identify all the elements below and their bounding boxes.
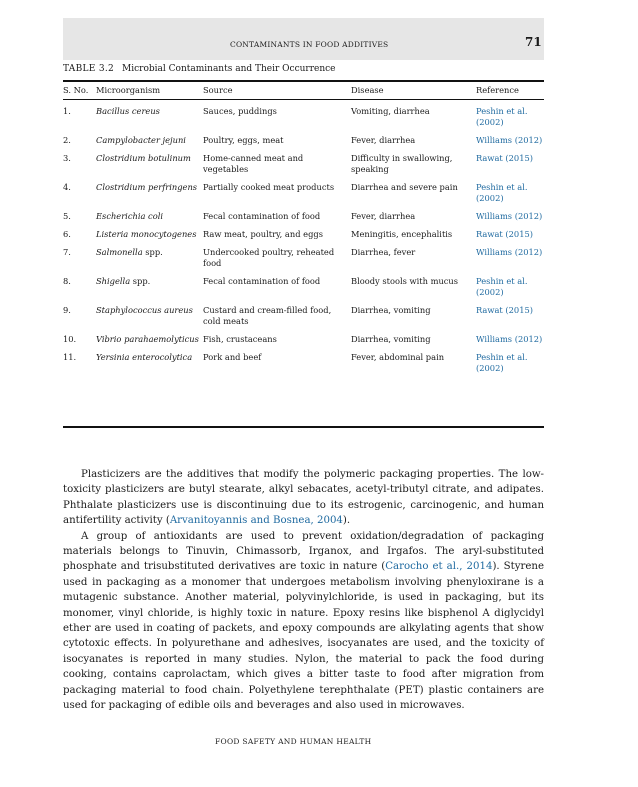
column-header-source: Source <box>203 84 233 95</box>
organism-suffix: spp. <box>142 247 163 257</box>
organism-name: Escherichia coli <box>96 211 164 221</box>
organism-name: Listeria monocytogenes <box>96 229 197 239</box>
cell-disease: Fever, diarrhea <box>351 211 416 221</box>
table-row <box>63 128 544 146</box>
organism-name: Clostridium perfringens <box>96 182 198 192</box>
table-row <box>63 345 544 374</box>
cell-microorganism <box>96 222 203 240</box>
cell-source: Poultry, eggs, meat <box>203 135 284 145</box>
organism-name: Clostridium botulinum <box>96 153 191 163</box>
cell-sno: 4. <box>63 182 71 192</box>
cell-reference[interactable]: Rawat (2015) <box>476 305 533 315</box>
table-bottom-rule <box>63 426 544 428</box>
cell-reference[interactable]: Rawat (2015) <box>476 153 533 163</box>
cell-sno: 11. <box>63 352 77 362</box>
organism-name: Bacillus cereus <box>96 106 160 116</box>
table-label: TABLE 3.2 <box>63 64 115 74</box>
cell-disease: Meningitis, encephalitis <box>351 229 453 239</box>
running-footer: FOOD SAFETY AND HUMAN HEALTH <box>215 737 372 746</box>
cell-reference[interactable]: Rawat (2015) <box>476 229 533 239</box>
organism-name: Salmonella <box>96 247 143 257</box>
cell-sno: 7. <box>63 247 71 257</box>
cell-disease: Diarrhea, fever <box>351 247 416 257</box>
cell-sno: 9. <box>63 305 71 315</box>
column-header-microorganism: Microorganism <box>96 84 161 95</box>
running-header-title: CONTAMINANTS IN FOOD ADDITIVES <box>230 40 389 49</box>
table-row <box>63 175 544 204</box>
organism-suffix: spp. <box>130 276 151 286</box>
cell-microorganism <box>96 345 203 374</box>
paragraph-plasticizers: Plasticizers are the additives that modify the polymeric packaging properties. The low-toxicity plasticizers are butyl stearate, alkyl sebacates, acetyl-tributyl citrate, and adipates. Phthalate plasticizers use is discontinuing due to its estrogenic, carcinogenic, and human antifertility activity (Arvanitoyannis and Bosnea, 2004). <box>63 469 544 527</box>
cell-disease: Diarrhea, vomiting <box>351 305 431 315</box>
cell-disease: Bloody stools with mucus <box>351 276 459 286</box>
cell-disease: Difficulty in swallowing, speaking <box>351 153 453 174</box>
table-row <box>63 99 544 128</box>
cell-source: Fish, crustaceans <box>203 334 277 344</box>
organism-name: Yersinia enterocolytica <box>96 352 193 362</box>
cell-microorganism <box>96 175 203 204</box>
table-row <box>63 269 544 298</box>
cell-sno: 8. <box>63 276 71 286</box>
cell-source: Undercooked poultry, reheated food <box>203 247 335 268</box>
table-row <box>63 327 544 345</box>
column-header-reference: Reference <box>476 84 519 95</box>
table-body <box>63 99 544 374</box>
microbial-contaminants-table <box>63 81 544 374</box>
page-number: 71 <box>525 35 542 49</box>
table-header-row <box>63 81 544 99</box>
cell-source: Fecal contamination of food <box>203 276 321 286</box>
cell-microorganism <box>96 240 203 269</box>
cell-microorganism <box>96 99 203 128</box>
cell-source: Fecal contamination of food <box>203 211 321 221</box>
cell-source: Sauces, puddings <box>203 106 277 116</box>
cell-microorganism <box>96 269 203 298</box>
table-row <box>63 222 544 240</box>
cell-microorganism <box>96 146 203 175</box>
cell-microorganism <box>96 298 203 327</box>
cell-reference[interactable]: Williams (2012) <box>476 211 543 221</box>
organism-name: Shigella <box>96 276 131 286</box>
cell-sno: 6. <box>63 229 71 239</box>
cell-source: Home-canned meat and vegetables <box>203 153 304 174</box>
header-band <box>63 18 544 60</box>
cell-source: Custard and cream-filled food, cold meats <box>203 305 332 326</box>
table-row <box>63 298 544 327</box>
cell-microorganism <box>96 327 203 345</box>
cell-sno: 5. <box>63 211 71 221</box>
cell-microorganism <box>96 128 203 146</box>
body-text <box>63 467 544 714</box>
organism-name: Staphylococcus aureus <box>96 305 193 315</box>
cell-disease: Diarrhea, vomiting <box>351 334 431 344</box>
cell-reference[interactable]: Peshin et al. (2002) <box>476 352 528 373</box>
table-row <box>63 240 544 269</box>
cell-disease: Diarrhea and severe pain <box>351 182 458 192</box>
table-row <box>63 204 544 222</box>
table-caption <box>63 64 336 74</box>
cell-reference[interactable]: Peshin et al. (2002) <box>476 276 528 297</box>
cell-disease: Fever, abdominal pain <box>351 352 445 362</box>
cell-sno: 10. <box>63 334 77 344</box>
cell-reference[interactable]: Peshin et al. (2002) <box>476 182 528 203</box>
cell-sno: 2. <box>63 135 71 145</box>
citation-link[interactable]: Arvanitoyannis and Bosnea, 2004 <box>169 515 343 527</box>
cell-sno: 1. <box>63 106 71 116</box>
cell-reference[interactable]: Williams (2012) <box>476 135 543 145</box>
cell-source: Partially cooked meat products <box>203 182 335 192</box>
paragraph-antioxidants: A group of antioxidants are used to prevent oxidation/degradation of packaging materials belongs to Tinuvin, Chimassorb, Irganox, and Irgafos. The aryl-substituted phosphate and trisubstituted derivatives are toxic in nature (Carocho et al., 2014). Styrene used in packaging as a monomer that undergoes metabolism involving phenyloxirane is a mutagenic substance. Another material, polyvinylchloride, is used in packaging, but its monomer, vinyl chloride, is highly toxic in nature. Epoxy resins like bisphenol A diglycidyl ether are used in coating of packets, and epoxy compounds are alkylating agents that show cytotoxic effects. In polyurethane and adhesives, isocyanates are used, and the toxicity of isocyanates is reported in many studies. Nylon, the material to pack the food during cooking, contains caprolactam, which gives a bitter taste to food after migration from packaging material to food chain. Polyethylene terephthalate (PET) plastic containers are used for packaging of edible oils and beverages and also used in microwaves. <box>63 530 544 712</box>
cell-reference[interactable]: Peshin et al. (2002) <box>476 106 528 127</box>
cell-source: Pork and beef <box>203 352 262 362</box>
organism-name: Campylobacter jejuni <box>96 135 186 145</box>
cell-reference[interactable]: Williams (2012) <box>476 334 543 344</box>
cell-microorganism <box>96 204 203 222</box>
organism-name: Vibrio parahaemolyticus <box>96 334 199 344</box>
column-header-sno: S. No. <box>63 84 89 95</box>
cell-disease: Vomiting, diarrhea <box>351 106 430 116</box>
column-header-disease: Disease <box>351 84 384 95</box>
table-caption-text: Microbial Contaminants and Their Occurrence <box>122 64 336 74</box>
cell-reference[interactable]: Williams (2012) <box>476 247 543 257</box>
citation-link[interactable]: Carocho et al., 2014 <box>385 561 493 573</box>
cell-source: Raw meat, poultry, and eggs <box>203 229 323 239</box>
cell-sno: 3. <box>63 153 71 163</box>
cell-disease: Fever, diarrhea <box>351 135 416 145</box>
table-row <box>63 146 544 175</box>
